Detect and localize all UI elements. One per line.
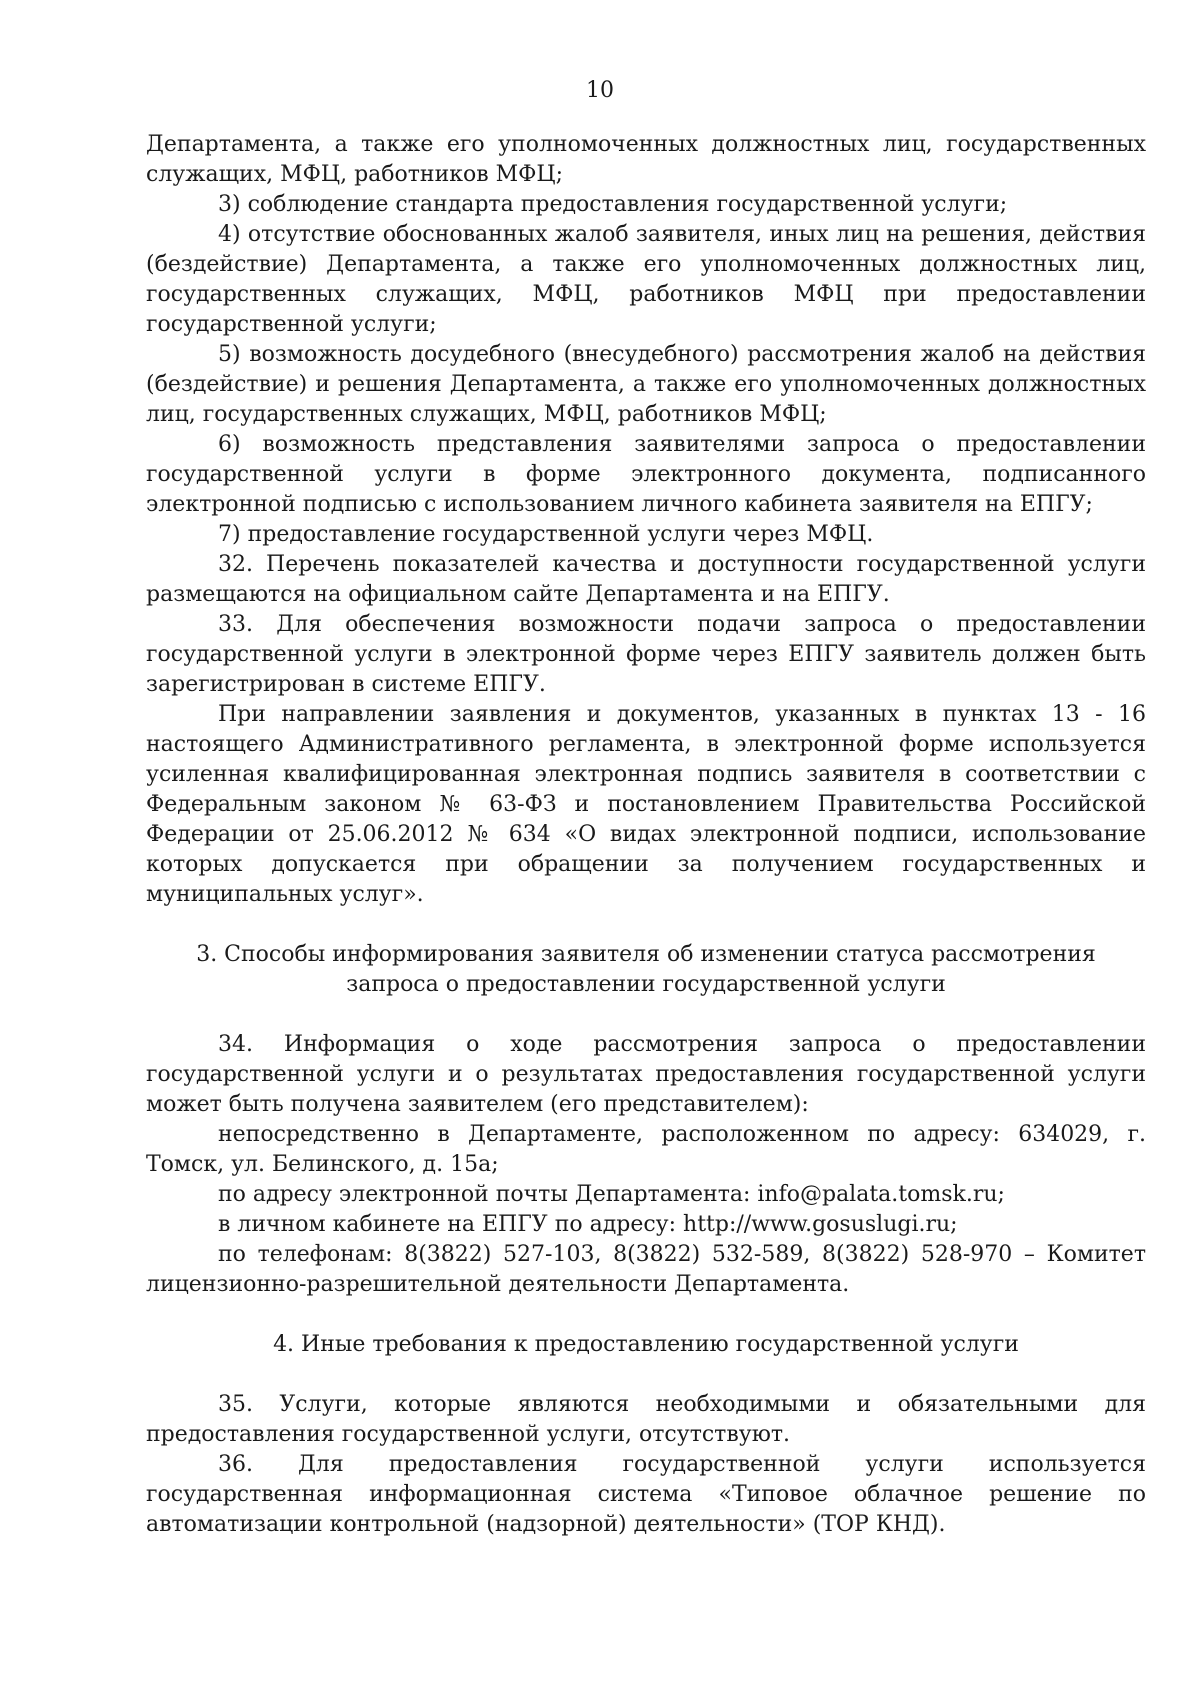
paragraph: 3) соблюдение стандарта предоставления государственной услуги; <box>218 192 1008 217</box>
paragraph: 34. Информация о ходе рассмотрения запроса о предоставлении государственной услуги и о результатах предоставления государственной услуги может быть получена заявителем (его представителем): <box>146 1032 1146 1117</box>
paragraph: 5) возможность досудебного (внесудебного) рассмотрения жалоб на действия (бездействие) и решения Департамента, а также его уполномоченных должностных лиц, государственных служащих, МФЦ, работников МФЦ; <box>146 342 1146 427</box>
page-number: 10 <box>586 78 614 103</box>
paragraph: Департамента, а также его уполномоченных должностных лиц, государственных служащих, МФЦ, работников МФЦ; <box>146 132 1146 187</box>
paragraph: 32. Перечень показателей качества и доступности государственной услуги размещаются на официальном сайте Департамента и на ЕПГУ. <box>146 552 1146 607</box>
paragraph: по адресу электронной почты Департамента: info@palata.tomsk.ru; <box>218 1182 1005 1207</box>
paragraph: 36. Для предоставления государственной услуги используется государственная информационная система «Типовое облачное решение по автоматизации контрольной (надзорной) деятельности» (ТОР КНД). <box>146 1452 1146 1537</box>
section-heading: 4. Иные требования к предоставлению государственной услуги <box>273 1332 1019 1357</box>
paragraph: непосредственно в Департаменте, расположенном по адресу: 634029, г. Томск, ул. Белинского, д. 15а; <box>146 1122 1146 1177</box>
paragraph: 35. Услуги, которые являются необходимыми и обязательными для предоставления государственной услуги, отсутствуют. <box>146 1392 1146 1447</box>
paragraph: по телефонам: 8(3822) 527-103, 8(3822) 532-589, 8(3822) 528-970 – Комитет лицензионно-разрешительной деятельности Департамента. <box>146 1242 1146 1297</box>
paragraph: 33. Для обеспечения возможности подачи запроса о предоставлении государственной услуги в электронной форме через ЕПГУ заявитель должен быть зарегистрирован в системе ЕПГУ. <box>146 612 1146 697</box>
section-heading: 3. Способы информирования заявителя об изменении статуса рассмотрения запроса о предоставлении государственной услуги <box>196 942 1096 997</box>
paragraph: 4) отсутствие обоснованных жалоб заявителя, иных лиц на решения, действия (бездействие) Департамента, а также его уполномоченных должностных лиц, государственных служащих, МФЦ, работников МФЦ при предоставлении государственной услуги; <box>146 222 1146 337</box>
paragraph: 7) предоставление государственной услуги через МФЦ. <box>218 522 874 547</box>
document-body <box>146 130 1146 1540</box>
paragraph: При направлении заявления и документов, указанных в пунктах 13 - 16 настоящего Административного регламента, в электронной форме используется усиленная квалифицированная электронная подпись заявителя в соответствии с Федеральным законом № 63-ФЗ и постановлением Правительства Российской Федерации от 25.06.2012 № 634 «О видах электронной подписи, использование которых допускается при обращении за получением государственных и муниципальных услуг». <box>146 702 1146 907</box>
paragraph: 6) возможность представления заявителями запроса о предоставлении государственной услуги в форме электронного документа, подписанного электронной подписью с использованием личного кабинета заявителя на ЕПГУ; <box>146 432 1146 517</box>
paragraph: в личном кабинете на ЕПГУ по адресу: http://www.gosuslugi.ru; <box>218 1212 958 1237</box>
